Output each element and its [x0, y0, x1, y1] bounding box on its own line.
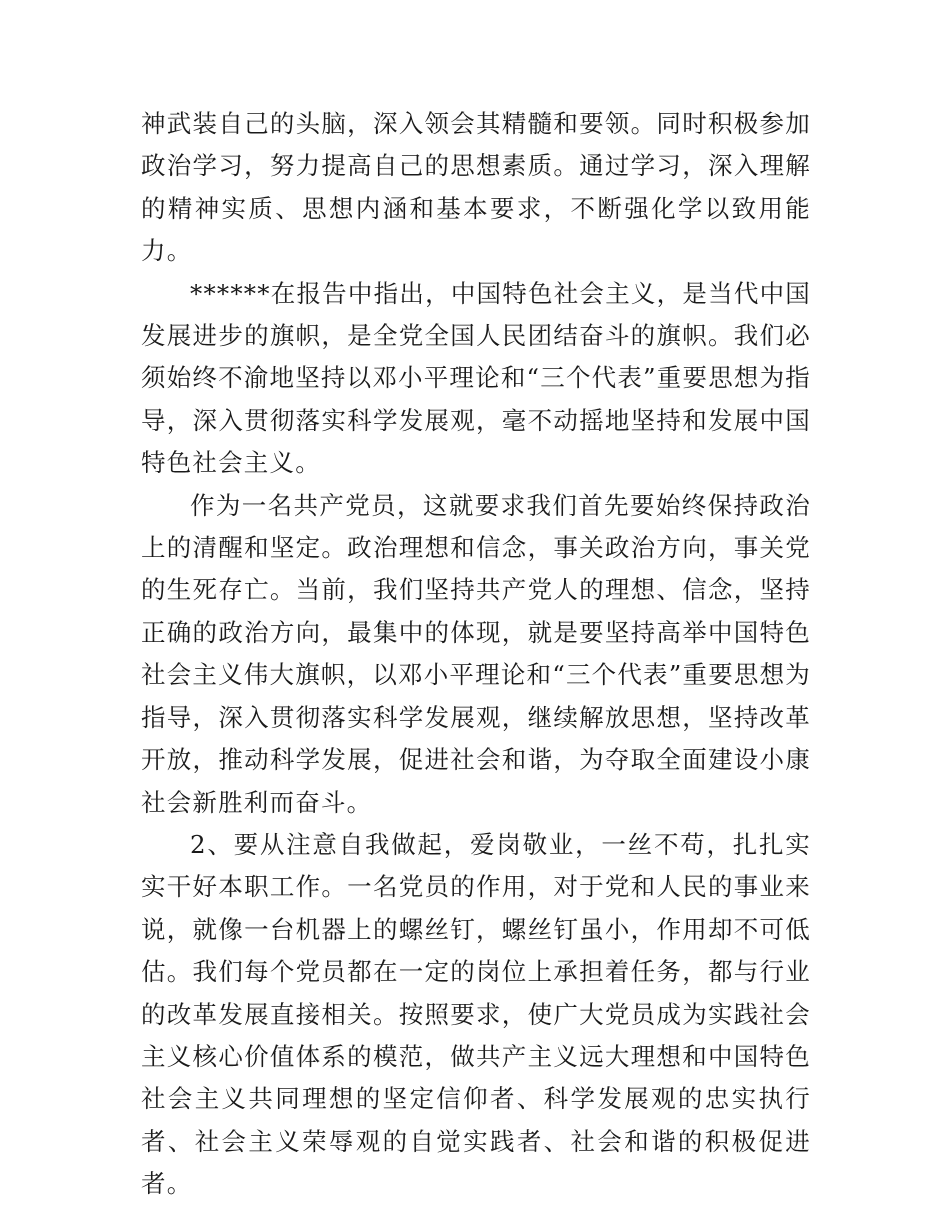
- paragraph-3: 作为一名共产党员，这就要求我们首先要始终保持政治上的清醒和坚定。政治理想和信念，事关政治方向，事关党的生死存亡。当前，我们坚持共产党人的理想、信念，坚持正确的政治方向，最集中的体现，就是要坚持高举中国特色社会主义伟大旗帜，以邓小平理论和“三个代表”重要思想为指导，深入贯彻落实科学发展观，继续解放思想，坚持改革开放，推动科学发展，促进社会和谐，为夺取全面建设小康社会新胜利而奋斗。: [141, 490, 811, 817]
- paragraph-1: 神武装自己的头脑，深入领会其精髓和要领。同时积极参加政治学习，努力提高自己的思想素质。通过学习，深入理解的精神实质、思想内涵和基本要求，不断强化学以致用能力。: [141, 109, 811, 266]
- document-body: [141, 103, 811, 1206]
- paragraph-4: 2、要从注意自我做起，爱岗敬业，一丝不苟，扎扎实实干好本职工作。一名党员的作用，对于党和人民的事业来说，就像一台机器上的螺丝钉，螺丝钉虽小，作用却不可低估。我们每个党员都在一定的岗位上承担着任务，都与行业的改革发展直接相关。按照要求，使广大党员成为实践社会主义核心价值体系的模范，做共产主义远大理想和中国特色社会主义共同理想的坚定信仰者、科学发展观的忠实执行者、社会主义荣辱观的自觉实践者、社会和谐的积极促进者。: [141, 829, 811, 1199]
- paragraph-2: ******在报告中指出，中国特色社会主义，是当代中国发展进步的旗帜，是全党全国人民团结奋斗的旗帜。我们必须始终不渝地坚持以邓小平理论和“三个代表”重要思想为指导，深入贯彻落实科学发展观，毫不动摇地坚持和发展中国特色社会主义。: [141, 278, 811, 478]
